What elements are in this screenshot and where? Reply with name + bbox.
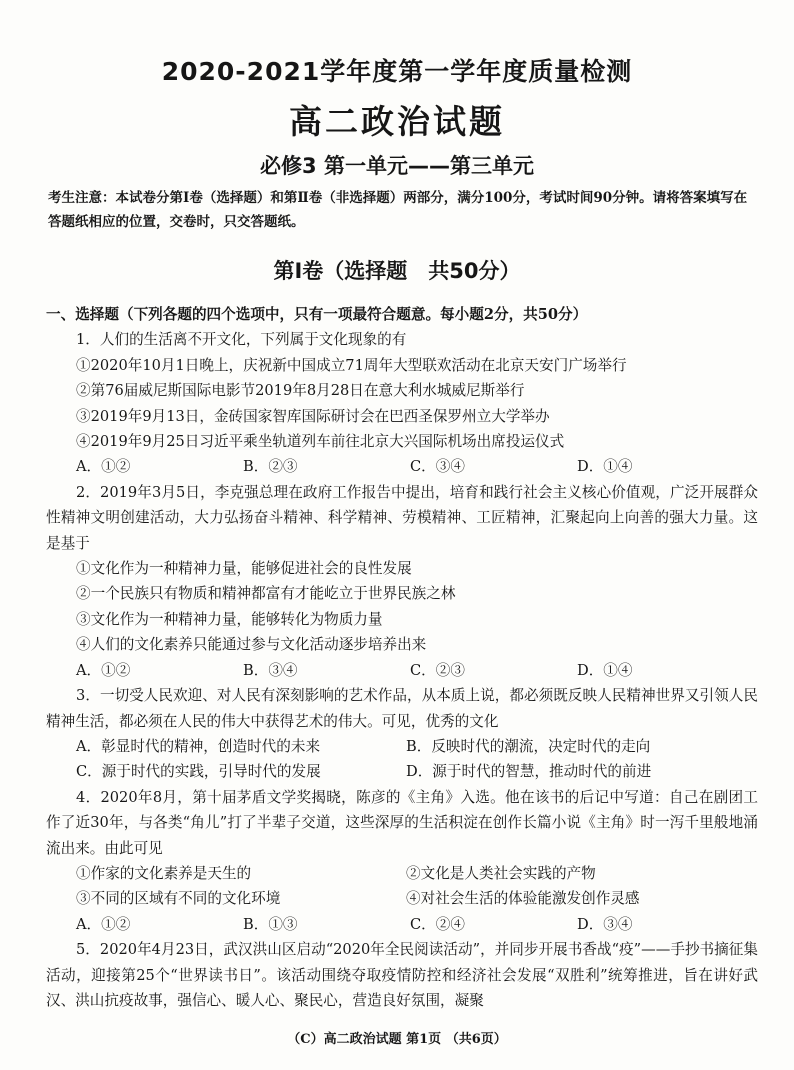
question-4-items-12 bbox=[46, 861, 758, 886]
page-footer: （C）高二政治试题 第1页 （共6页） bbox=[287, 1032, 507, 1047]
option-c: C．②④ bbox=[410, 915, 465, 933]
option-c: C．③④ bbox=[410, 458, 465, 476]
question-4-item: ④对社会生活的体验能激发创作灵感 bbox=[406, 890, 640, 908]
question-1-item: ④2019年9月25日习近平乘坐轨道列车前往北京大兴国际机场出席投运仪式 bbox=[76, 433, 565, 451]
question-2-item: ②一个民族只有物质和精神都富有才能屹立于世界民族之林 bbox=[76, 585, 456, 603]
question-3-stem: 3．一切受人民欢迎、对人民有深刻影响的艺术作品，从本质上说，都必须既反映人民精神世界又引领人民精神生活，都必须在人民的伟大中获得艺术的伟大。可见，优秀的文化 bbox=[46, 687, 758, 730]
option-a: A．①② bbox=[76, 915, 131, 933]
question-2-options bbox=[46, 658, 758, 683]
question-1-item: ②第76届威尼斯国际电影节2019年8月28日在意大利水城威尼斯举行 bbox=[76, 382, 525, 400]
question-4-item: ③不同的区域有不同的文化环境 bbox=[76, 890, 281, 908]
section-title: 第Ⅰ卷（选择题 共50分） bbox=[273, 259, 521, 283]
question-3-options-cd bbox=[46, 759, 758, 784]
option-a: A．①② bbox=[76, 661, 131, 679]
option-d: D．①④ bbox=[577, 661, 633, 679]
exam-scope: 必修3 第一单元——第三单元 bbox=[260, 154, 534, 178]
option-d: D．①④ bbox=[577, 458, 633, 476]
option-a: A．彰显时代的精神，创造时代的未来 bbox=[76, 737, 321, 755]
question-5-stem: 5．2020年4月23日，武汉洪山区启动“2020年全民阅读活动”，并同步开展书香战“疫”——手抄书摘征集活动，迎接第25个“世界读书日”。该活动围绕夺取疫情防控和经济社会发展“双胜利”统筹推进，旨在讲好武汉、洪山抗疫故事，强信心、暖人心、聚民心，营造良好氛围，凝聚 bbox=[46, 941, 758, 1009]
question-1-options bbox=[46, 454, 758, 479]
option-a: A．①② bbox=[76, 458, 131, 476]
questions-body bbox=[46, 302, 758, 1013]
option-b: B．①③ bbox=[243, 915, 298, 933]
option-b: B．③④ bbox=[243, 661, 298, 679]
question-4-stem: 4．2020年8月，第十届茅盾文学奖揭晓，陈彦的《主角》入选。他在该书的后记中写道：自己在剧团工作了近30年，与各类“角儿”打了半辈子交道，这些深厚的生活积淀在创作长篇小说《主角》时一泻千里般地涌流出来。由此可见 bbox=[46, 788, 758, 857]
question-4-item: ①作家的文化素养是天生的 bbox=[76, 864, 252, 882]
section-instruction: 一、选择题（下列各题的四个选项中，只有一项最符合题意。每小题2分，共50分） bbox=[46, 306, 588, 323]
question-2-stem: 2．2019年3月5日，李克强总理在政府工作报告中提出，培育和践行社会主义核心价值观，广泛开展群众性精神文明创建活动，大力弘扬奋斗精神、科学精神、劳模精神、工匠精神，汇聚起向上向善的强大力量。这是基于 bbox=[46, 483, 758, 552]
exam-year-title: 2020-2021学年度第一学年度质量检测 bbox=[161, 57, 633, 86]
question-1-item: ③2019年9月13日，金砖国家智库国际研讨会在巴西圣保罗州立大学举办 bbox=[76, 407, 550, 425]
option-b: B．反映时代的潮流，决定时代的走向 bbox=[406, 737, 651, 755]
option-d: D．③④ bbox=[577, 915, 633, 933]
question-3-options-ab bbox=[46, 734, 758, 759]
question-4-items-34 bbox=[46, 886, 758, 911]
option-c: C．源于时代的实践，引导时代的发展 bbox=[76, 763, 321, 781]
option-c: C．②③ bbox=[410, 661, 465, 679]
question-2-item: ③文化作为一种精神力量，能够转化为物质力量 bbox=[76, 610, 383, 628]
question-2-item: ①文化作为一种精神力量，能够促进社会的良性发展 bbox=[76, 560, 412, 578]
question-4-item: ②文化是人类社会实践的产物 bbox=[406, 864, 596, 882]
option-d: D．源于时代的智慧，推动时代的前进 bbox=[406, 763, 652, 781]
question-1-stem: 1．人们的生活离不开文化，下列属于文化现象的有 bbox=[76, 331, 407, 349]
question-4-options bbox=[46, 912, 758, 937]
exam-subject-title: 高二政治试题 bbox=[289, 102, 505, 141]
question-2-item: ④人们的文化素养只能通过参与文化活动逐步培养出来 bbox=[76, 636, 427, 654]
option-b: B．②③ bbox=[243, 458, 298, 476]
question-1-item: ①2020年10月1日晚上，庆祝新中国成立71周年大型联欢活动在北京天安门广场举行 bbox=[76, 356, 627, 374]
candidate-notice: 考生注意：本试卷分第Ⅰ卷（选择题）和第Ⅱ卷（非选择题）两部分，满分100分，考试时间90分钟。请将答案填写在答题纸相应的位置，交卷时，只交答题纸。 bbox=[48, 190, 748, 230]
